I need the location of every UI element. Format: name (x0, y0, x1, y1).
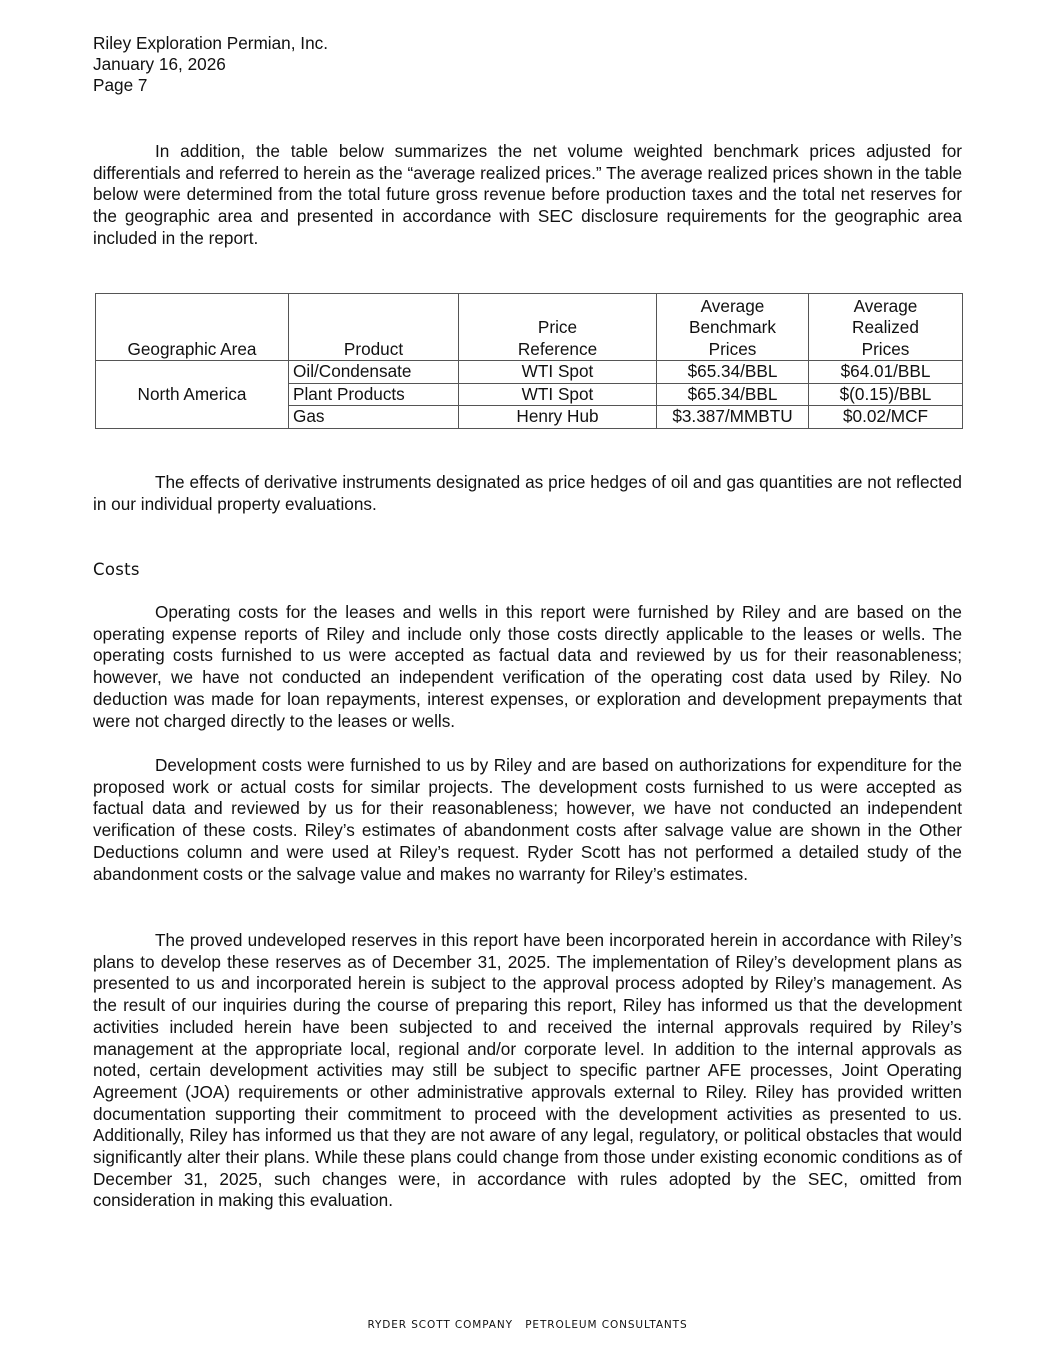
cell-reference: Henry Hub (459, 406, 657, 429)
cell-reference: WTI Spot (459, 383, 657, 406)
cell-realized: $(0.15)/BBL (809, 383, 963, 406)
header-average-realized-prices: Average Realized Prices (809, 294, 963, 361)
operating-costs-paragraph (93, 602, 962, 732)
cell-benchmark: $3.387/MMBTU (657, 406, 809, 429)
cell-geographic-area: North America (96, 361, 289, 429)
intro-paragraph (93, 141, 962, 250)
cell-realized: $64.01/BBL (809, 361, 963, 384)
proved-undeveloped-paragraph (93, 930, 962, 1212)
derivatives-paragraph (93, 472, 962, 515)
development-costs-text: Development costs were furnished to us by Riley and are based on authorizations for expenditure for the proposed work or actual costs for similar projects. The development costs furnished to us were accepted as factual data and reviewed by us for their reasonableness; however, we have not conducted an independent verification of these costs. Riley’s estimates of abandonment costs after salvage value are shown in the Other Deductions column and were used at Riley’s request. Ryder Scott has not performed a detailed study of the abandonment costs or the salvage value and makes no warranty for Riley’s estimates. (93, 755, 962, 884)
company-name: Riley Exploration Permian, Inc. (93, 33, 328, 53)
operating-costs-text: Operating costs for the leases and wells in this report were furnished by Riley and are based on the operating expense reports of Riley and include only those costs directly applicable to the leases or wells. The operating costs furnished to us were accepted as factual data and reviewed by us for their reasonableness; however, we have not conducted an independent verification of the operating cost data used by Riley. No deduction was made for loan repayments, interest expenses, or exploration and development prepayments that were not charged directly to the leases or wells. (93, 602, 962, 731)
header-price-reference: Price Reference (459, 294, 657, 361)
cell-reference: WTI Spot (459, 361, 657, 384)
letterhead-footer (0, 1319, 1055, 1331)
letter-date: January 16, 2026 (93, 54, 226, 74)
cell-realized: $0.02/MCF (809, 406, 963, 429)
proved-undeveloped-text: The proved undeveloped reserves in this report have been incorporated herein in accordance with Riley’s plans to develop these reserves as of December 31, 2025. The implementation of Riley’s development plans as presented to us and incorporated herein is subject to the approval process adopted by Riley’s management. As the result of our inquiries during the course of preparing this report, Riley has informed us that the development activities included herein have been subjected to and received the internal approvals required by Riley’s management at the appropriate local, regional and/or corporate level. In addition to the internal approvals as noted, certain development activities may still be subject to specific partner AFE processes, Joint Operating Agreement (JOA) requirements or other administrative approvals external to Riley. Riley has provided written documentation supporting their commitment to proceed with the development activities as presented to us. Additionally, Riley has informed us that they are not aware of any legal, regulatory, or political obstacles that would significantly alter their plans. While these plans could change from those under existing economic conditions as of December 31, 2025, such changes were, in accordance with rules adopted by the SEC, omitted from consideration in making this evaluation. (93, 930, 962, 1211)
header-average-benchmark-prices: Average Benchmark Prices (657, 294, 809, 361)
footer-company: RYDER SCOTT COMPANY (367, 1319, 513, 1331)
cell-product: Gas (289, 406, 459, 429)
intro-text: In addition, the table below summarizes the net volume weighted benchmark prices adjusted for differentials and referred to herein as the “average realized prices.” The average realized prices shown in the table below were determined from the total future gross revenue before production taxes and the total net reserves for the geographic area and presented in accordance with SEC disclosure requirements for the geographic area included in the report. (93, 141, 962, 248)
development-costs-paragraph (93, 755, 962, 885)
cell-benchmark: $65.34/BBL (657, 383, 809, 406)
table-header-row (96, 294, 963, 361)
footer-tagline: PETROLEUM CONSULTANTS (525, 1319, 688, 1331)
header-geographic-area: Geographic Area (96, 294, 289, 361)
letter-header (93, 33, 328, 96)
header-product: Product (289, 294, 459, 361)
realized-prices-table (95, 293, 963, 429)
table-row (96, 361, 963, 384)
cell-product: Plant Products (289, 383, 459, 406)
cell-benchmark: $65.34/BBL (657, 361, 809, 384)
page-number: Page 7 (93, 75, 148, 95)
cell-product: Oil/Condensate (289, 361, 459, 384)
derivatives-text: The effects of derivative instruments designated as price hedges of oil and gas quantities are not reflected in our individual property evaluations. (93, 472, 962, 514)
section-heading-costs: Costs (93, 560, 140, 579)
